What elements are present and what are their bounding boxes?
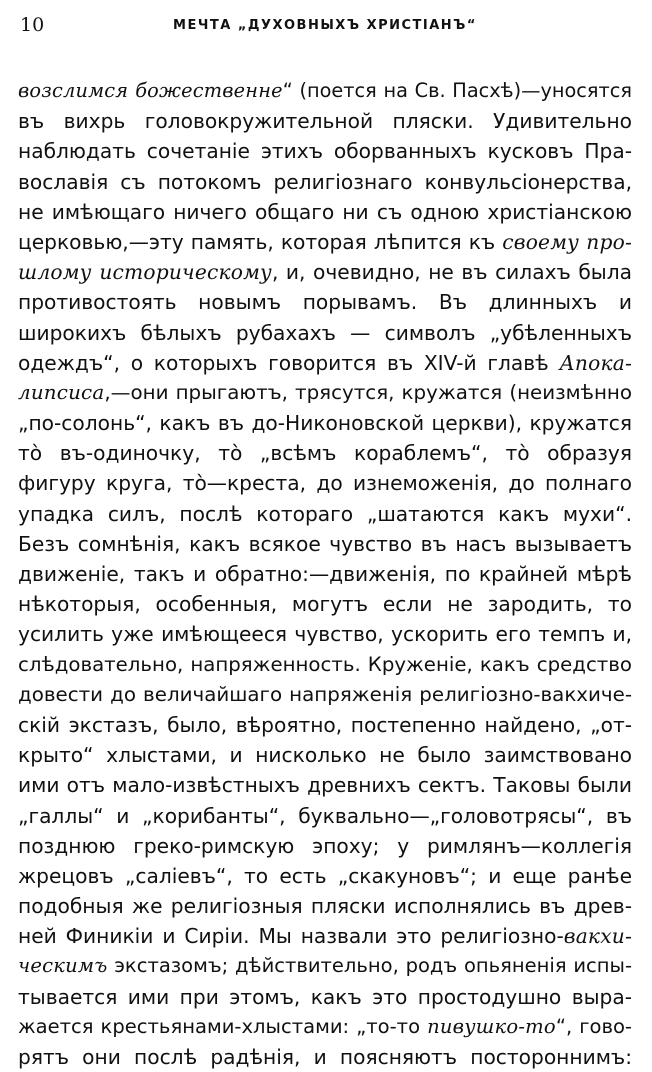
italic-phrase: пивушко-то: [427, 1014, 556, 1038]
text-segment: ней Финикіи и Сиріи. Мы назвали это религіозно-: [18, 924, 564, 949]
text-segment: позднюю греко-римскую эпоху; у римлянъ—коллегія: [18, 833, 632, 858]
text-line: [18, 438, 632, 468]
text-line: [18, 378, 632, 408]
text-segment: экстазомъ; дѣйствительно, родъ опьяненія испы-: [107, 954, 632, 978]
text-line: [18, 951, 632, 981]
text-segment: подобныя же религіозныя пляски исполнялись въ древ-: [18, 894, 632, 919]
text-segment: движеніе, такъ и обратно:—движенія, по крайней мѣрѣ: [18, 562, 632, 586]
text-line: [18, 891, 632, 921]
text-segment: одеждъ“, о которыхъ говорится въ XIV-й главѣ: [18, 350, 560, 375]
text-line: [18, 831, 632, 861]
text-segment: рятъ они послѣ радѣнія, и поясняютъ постороннимъ:: [18, 1045, 632, 1069]
text-segment: ,—они прыгаютъ, трясутся, кружатся (неизмѣнно: [104, 380, 632, 404]
italic-phrase: шлому историческому: [18, 260, 272, 285]
text-line: [18, 861, 632, 891]
text-line: [18, 106, 632, 136]
text-segment: „галлы“ и „корибанты“, буквально—„головотрясы“, въ: [18, 803, 632, 828]
text-segment: тывается ими при этомъ, какъ это простодушно выра-: [18, 984, 632, 1009]
body-text: [18, 76, 632, 1072]
text-line: [18, 1042, 632, 1072]
text-line: [18, 197, 632, 227]
text-segment: не имѣющаго ничего общаго ни съ одною христіанскою: [18, 199, 632, 224]
text-line: [18, 650, 632, 680]
text-line: [18, 710, 632, 740]
text-line: [18, 982, 632, 1012]
running-title: МЕЧТА „ДУХОВНЫХЪ ХРИСТІАНЪ“: [173, 18, 477, 33]
text-line: [18, 770, 632, 800]
text-line: [18, 921, 632, 951]
text-line: [18, 408, 632, 438]
italic-phrase: вакхи-: [563, 924, 632, 949]
text-segment: вославія съ потокомъ религіознаго конвульсіонерства,: [18, 169, 632, 194]
text-line: [18, 1012, 632, 1042]
italic-phrase: своему про-: [502, 229, 632, 254]
text-segment: “, гово-: [555, 1014, 632, 1038]
page-number: 10: [20, 14, 45, 36]
text-line: [18, 589, 632, 619]
text-segment: “ (поется на Св. Пасхѣ)—уносятся: [282, 79, 632, 102]
text-segment: довести до величайшаго напряженія религіозно-вакхиче-: [18, 682, 632, 706]
italic-phrase: ческимъ: [18, 954, 108, 978]
text-line: [18, 136, 632, 166]
text-segment: жрецовъ „саліевъ“, то есть „скакуновъ“; и еще ранѣе: [18, 863, 632, 888]
text-line: [18, 740, 632, 770]
text-segment: упадка силъ, послѣ котораго „шатаются какъ мухи“.: [18, 501, 632, 526]
text-segment: нѣкоторыя, особенныя, могутъ если не зародить, то: [18, 592, 632, 617]
text-segment: широкихъ бѣлыхъ рубахахъ — символъ „убѣленныхъ: [18, 320, 632, 345]
text-line: [18, 529, 632, 559]
text-segment: жается крестьянами-хлыстами: „то-то: [18, 1014, 428, 1038]
text-segment: крыто“ хлыстами, и нисколько не было заимствовано: [18, 743, 632, 768]
text-segment: Безъ сомнѣнія, какъ всякое чувство въ насъ вызываетъ: [18, 531, 632, 556]
text-line: [18, 76, 632, 106]
text-line: [18, 167, 632, 197]
text-line: [18, 559, 632, 589]
text-line: [18, 680, 632, 710]
text-segment: церковью,—эту память, которая лѣпится къ: [18, 229, 503, 254]
text-segment: ими отъ мало-извѣстныхъ древнихъ сектъ. Таковы были: [18, 773, 632, 798]
text-segment: фигуру круга, то̀—креста, до изнеможенія, до полнаго: [18, 471, 632, 496]
text-segment: въ вихрь головокружительной пляски. Удивительно: [18, 109, 632, 134]
italic-phrase: липсиса: [18, 380, 105, 404]
text-segment: наблюдать сочетаніе этихъ оборванныхъ кусковъ Пра-: [18, 139, 632, 164]
italic-phrase: возслимся божественне: [18, 79, 283, 102]
page-header: [18, 8, 632, 48]
text-segment: „по-солонь“, какъ въ до-Никоновской церкви), кружатся: [18, 411, 632, 436]
text-segment: противостоять новымъ порывамъ. Въ длинныхъ и: [18, 290, 632, 315]
text-segment: , и, очевидно, не въ силахъ была: [271, 260, 632, 285]
text-line: [18, 499, 632, 529]
text-segment: усилить уже имѣющееся чувство, ускорить его темпъ и,: [18, 622, 632, 647]
text-line: [18, 619, 632, 649]
text-segment: слѣдовательно, напряженность. Круженіе, какъ средство: [18, 652, 632, 676]
text-segment: скій экстазъ, было, вѣроятно, постепенно найдено, „от-: [18, 712, 632, 737]
text-line: [18, 468, 632, 498]
text-line: [18, 257, 632, 287]
text-line: [18, 318, 632, 348]
italic-phrase: Апока-: [559, 350, 632, 375]
text-segment: то̀ въ-одиночку, то̀ „всѣмъ кораблемъ“, то̀ образуя: [18, 441, 632, 466]
text-line: [18, 348, 632, 378]
text-line: [18, 801, 632, 831]
text-line: [18, 287, 632, 317]
text-line: [18, 227, 632, 257]
